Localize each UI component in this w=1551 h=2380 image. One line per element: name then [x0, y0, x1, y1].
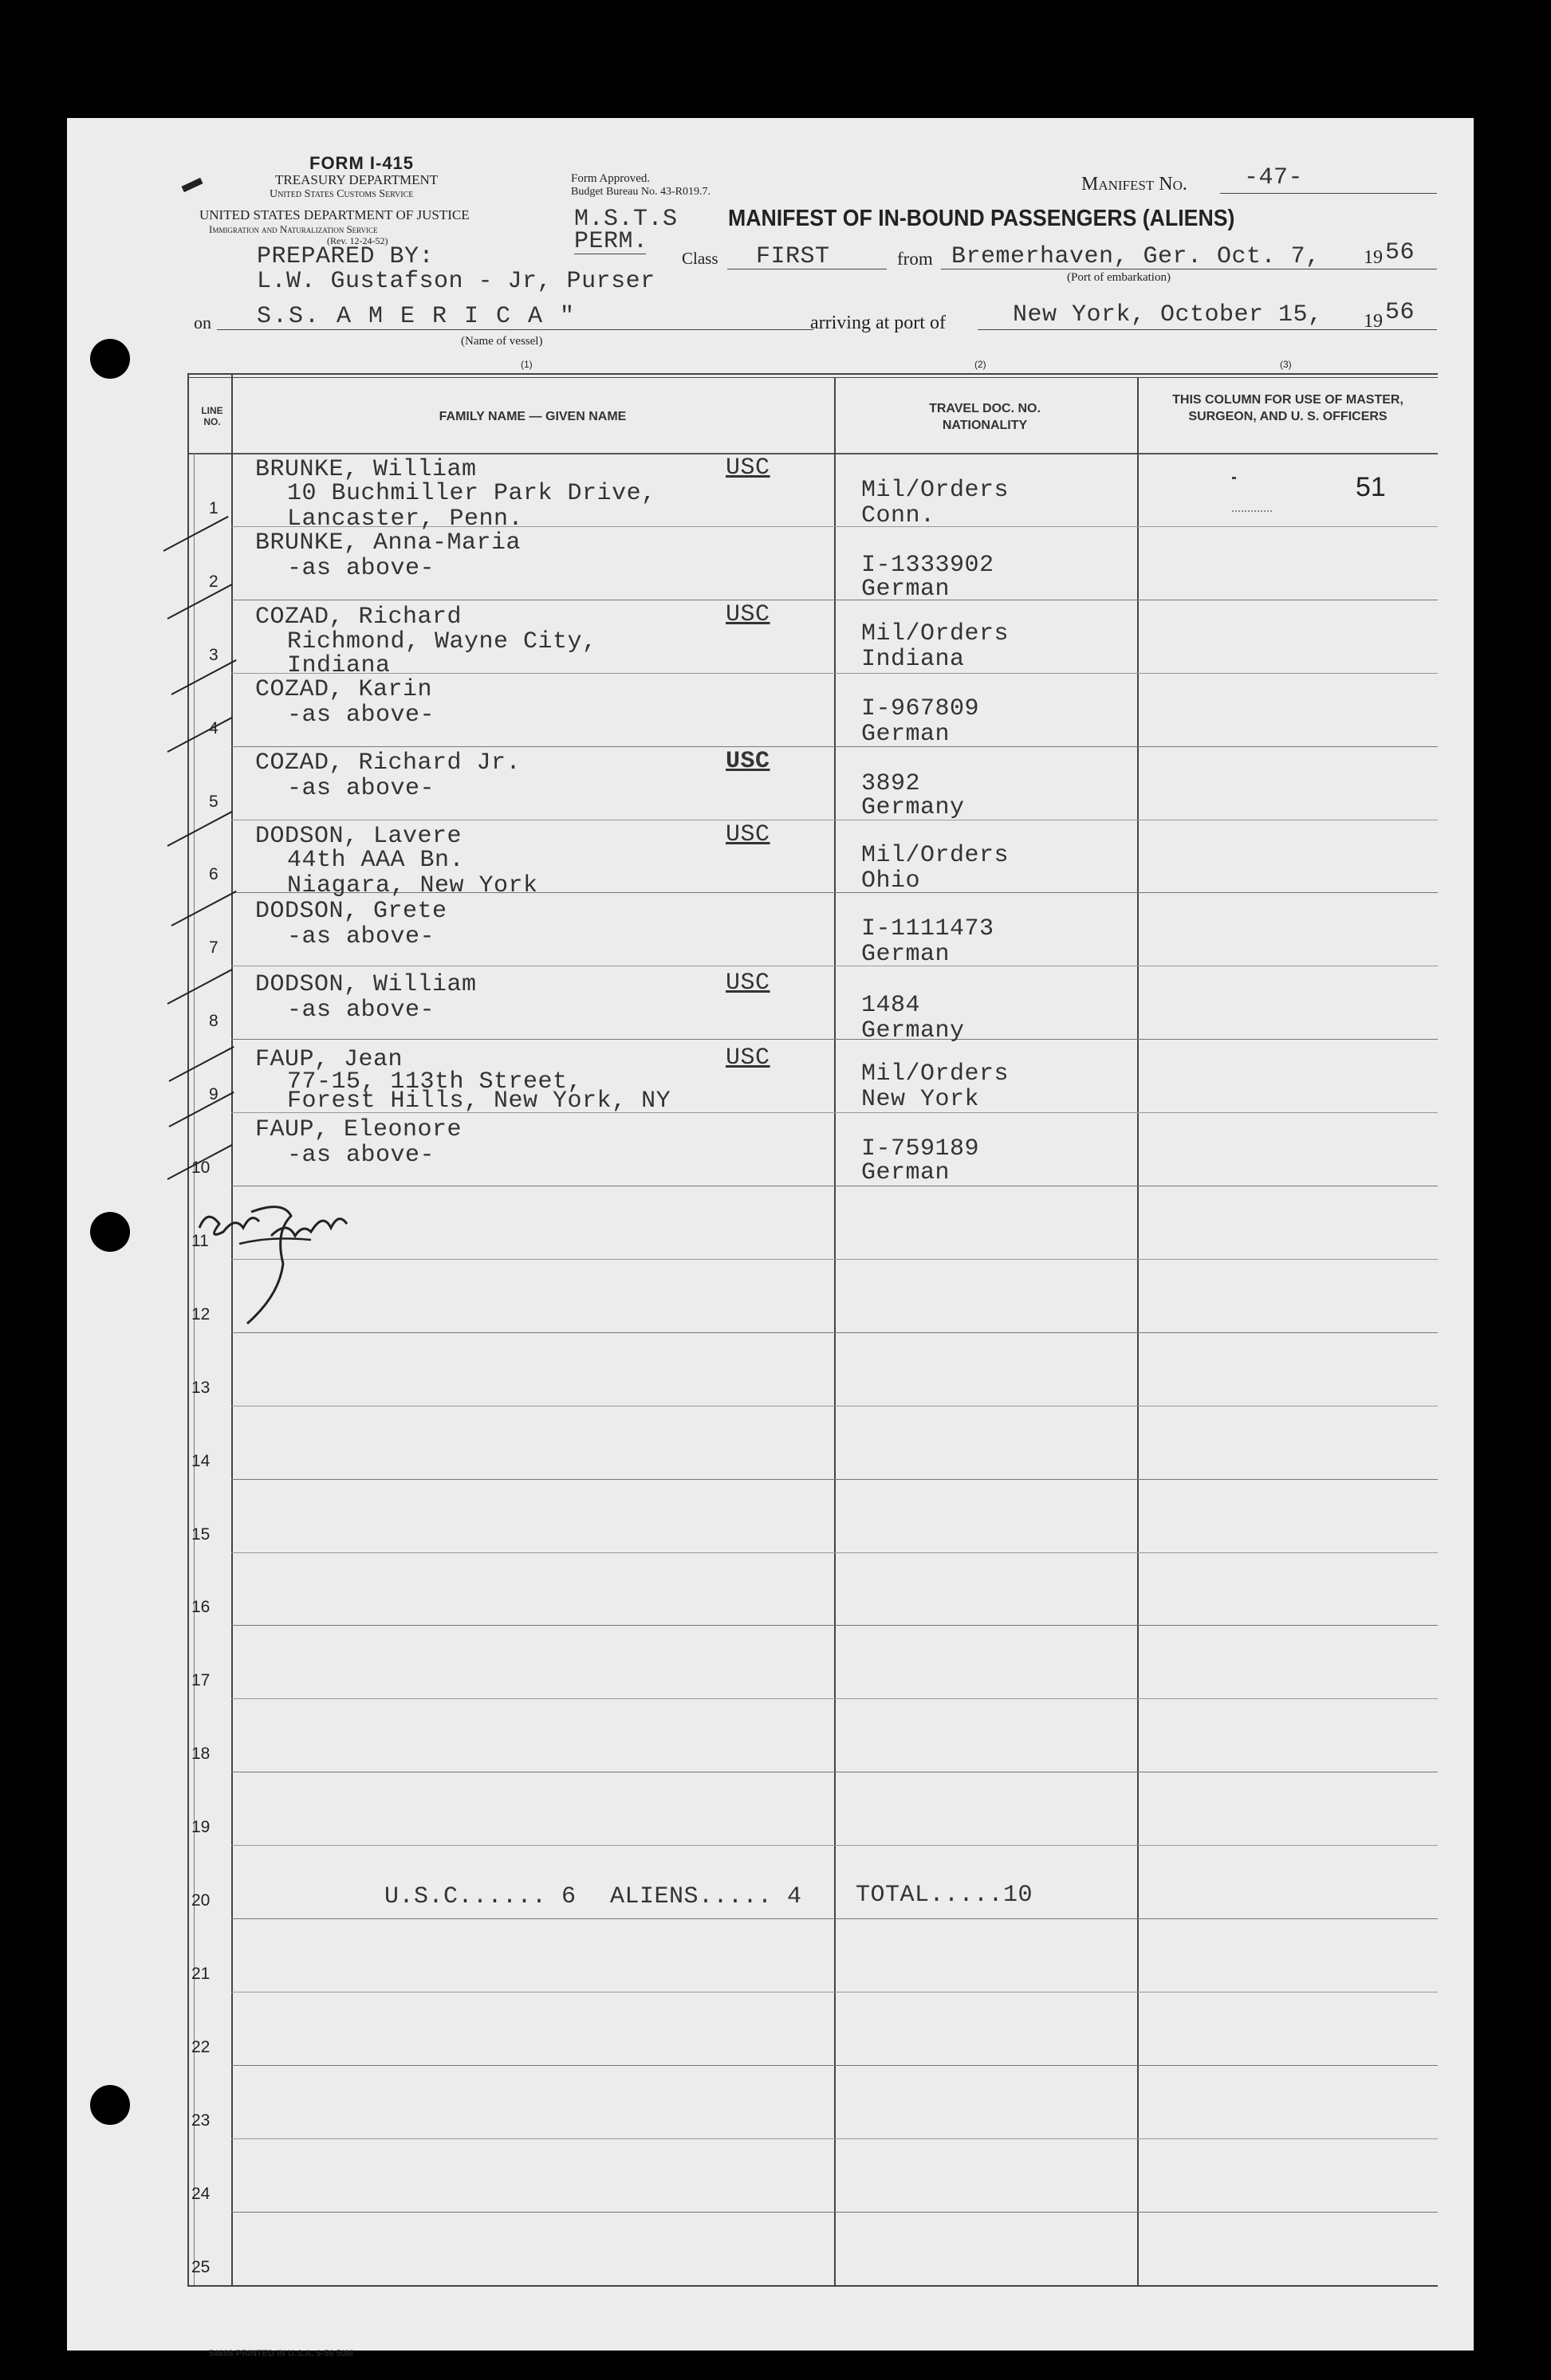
- passenger-address: Forest Hills, New York, NY: [287, 1088, 671, 1115]
- row-number: 11: [191, 1231, 209, 1250]
- line-no-header: LINE NO.: [201, 405, 223, 427]
- passenger-address: -as above-: [287, 775, 435, 802]
- row-number: 23: [191, 2111, 211, 2130]
- citizenship-status: USC: [726, 1044, 770, 1072]
- class-label: Class: [682, 249, 718, 268]
- row-number: 20: [191, 1891, 211, 1910]
- row-rule: [231, 2212, 1438, 2213]
- passenger-address: -as above-: [287, 702, 435, 729]
- table-left-border: [187, 373, 189, 2287]
- nationality: German: [861, 941, 951, 968]
- travel-doc: I-1333902: [861, 552, 994, 579]
- citizenship-status: USC: [726, 454, 770, 482]
- passenger-address: Niagara, New York: [287, 872, 538, 899]
- table-top-rule: [187, 377, 1438, 378]
- row-rule: [231, 1552, 1438, 1553]
- citizenship-status: USC: [726, 748, 770, 775]
- row-number: 10: [191, 1159, 211, 1177]
- embark-value: Bremerhaven, Ger. Oct. 7,: [951, 243, 1321, 270]
- header-bottom-rule: [187, 453, 1438, 454]
- passenger-name: COZAD, Karin: [255, 676, 433, 703]
- officer-mark: 51: [1356, 472, 1386, 502]
- nationality: German: [861, 576, 951, 603]
- row-rule: [231, 1332, 1438, 1333]
- passenger-address: -as above-: [287, 1142, 435, 1169]
- row-rule: [231, 1479, 1438, 1480]
- table-left-inner-border: [194, 453, 195, 2287]
- travel-doc: I-1111473: [861, 915, 994, 942]
- passenger-address: 77-15, 113th Street,: [287, 1068, 583, 1096]
- punch-hole: [90, 1212, 130, 1252]
- row-rule: [231, 673, 1438, 674]
- mst-stamp: M.S.T.S: [574, 206, 678, 233]
- arriving-label: arriving at port of: [810, 313, 946, 333]
- row-number: 2: [209, 572, 218, 591]
- passenger-name: FAUP, Eleonore: [255, 1116, 463, 1143]
- passenger-name: BRUNKE, Anna-Maria: [255, 529, 522, 557]
- treasury-dept: TREASURY DEPARTMENT: [275, 172, 439, 187]
- nationality: Germany: [861, 1017, 965, 1044]
- nationality: Germany: [861, 794, 965, 821]
- year-prefix: 19: [1364, 311, 1383, 332]
- print-code: 54688 PRINTED IN U.S.A. 9-56 50M: [209, 2349, 353, 2358]
- row-rule: [231, 1845, 1438, 1846]
- row-rule: [231, 2065, 1438, 2066]
- usc-total: U.S.C...... 6: [384, 1883, 577, 1910]
- row-number: 14: [191, 1451, 211, 1470]
- row-number: 15: [191, 1524, 211, 1544]
- row-rule: [231, 1918, 1438, 1919]
- row-number: 5: [209, 792, 218, 811]
- nationality: Conn.: [861, 502, 935, 529]
- row-number: 8: [209, 1012, 218, 1031]
- prepared-by-label: PREPARED BY:: [257, 243, 435, 270]
- manifest-title: MANIFEST OF IN-BOUND PASSENGERS (ALIENS): [728, 206, 1235, 231]
- table-top-rule: [187, 373, 1438, 375]
- row-number: 24: [191, 2184, 211, 2203]
- travel-doc: Mil/Orders: [861, 1060, 1010, 1088]
- handwritten-signature: [191, 1188, 383, 1332]
- column-index-1: (1): [521, 359, 533, 370]
- row-rule: [231, 1992, 1438, 1993]
- citizenship-status: USC: [726, 601, 770, 628]
- passenger-name: DODSON, William: [255, 971, 477, 998]
- manifest-no-line: [1220, 193, 1437, 194]
- row-rule: [231, 746, 1438, 747]
- passenger-name: COZAD, Richard Jr.: [255, 749, 522, 777]
- passenger-address: Richmond, Wayne City,: [287, 628, 597, 655]
- passenger-name: DODSON, Grete: [255, 898, 447, 925]
- passenger-name: BRUNKE, William: [255, 456, 477, 483]
- passenger-name: FAUP, Jean: [255, 1046, 403, 1073]
- purser-name: L.W. Gustafson - Jr, Purser: [257, 268, 655, 295]
- name-header: FAMILY NAME — GIVEN NAME: [439, 410, 627, 423]
- row-rule: [231, 1039, 1438, 1040]
- budget-bureau: Budget Bureau No. 43-R019.7.: [571, 186, 711, 198]
- nationality: German: [861, 1159, 951, 1186]
- grand-total: TOTAL.....10: [856, 1882, 1033, 1909]
- passenger-address: -as above-: [287, 555, 435, 582]
- travel-doc: Mil/Orders: [861, 842, 1010, 869]
- nationality: New York: [861, 1086, 980, 1113]
- citizenship-status: USC: [726, 821, 770, 848]
- row-number: 19: [191, 1818, 211, 1837]
- nationality: Ohio: [861, 867, 921, 895]
- ins-service: Immigration and Naturalization Service: [209, 223, 378, 235]
- passenger-address: -as above-: [287, 923, 435, 950]
- nationality: German: [861, 721, 951, 748]
- pencil-mark: [1232, 477, 1236, 479]
- arriving-value: New York, October 15,: [1013, 301, 1323, 328]
- row-number: 16: [191, 1598, 211, 1617]
- table-bottom-rule: [187, 2285, 1438, 2287]
- row-number: 12: [191, 1304, 211, 1324]
- embark-year: 56: [1385, 239, 1415, 266]
- passenger-address: 10 Buchmiller Park Drive,: [287, 480, 656, 507]
- punch-hole: [90, 2085, 130, 2125]
- manifest-no-value: -47-: [1244, 164, 1304, 191]
- column-index-2: (2): [974, 359, 986, 370]
- row-number: 18: [191, 1745, 211, 1764]
- form-approved: Form Approved.: [571, 172, 651, 185]
- passenger-address: 44th AAA Bn.: [287, 847, 465, 874]
- passenger-name: DODSON, Lavere: [255, 823, 463, 850]
- vessel-name: S.S. A M E R I C A ": [257, 303, 577, 330]
- travel-doc: 3892: [861, 770, 921, 797]
- row-rule: [231, 1698, 1438, 1699]
- from-label: from: [897, 249, 933, 269]
- column-index-3: (3): [1280, 359, 1292, 370]
- pencil-mark: [1232, 510, 1272, 513]
- row-number: 25: [191, 2257, 211, 2276]
- punch-hole: [90, 339, 130, 379]
- passenger-name: COZAD, Richard: [255, 604, 463, 631]
- row-rule: [231, 1259, 1438, 1260]
- on-label: on: [194, 313, 211, 332]
- passenger-address: Lancaster, Penn.: [287, 506, 524, 533]
- arriving-year: 56: [1385, 299, 1415, 326]
- travel-doc: I-759189: [861, 1135, 980, 1162]
- class-value: FIRST: [756, 243, 830, 270]
- justice-dept: UNITED STATES DEPARTMENT OF JUSTICE: [199, 207, 470, 222]
- row-number: 21: [191, 1964, 211, 1983]
- customs-service: United States Customs Service: [270, 188, 414, 200]
- row-number: 9: [209, 1085, 218, 1104]
- row-number: 7: [209, 938, 218, 958]
- vessel-caption: (Name of vessel): [461, 335, 543, 348]
- port-embark-caption: (Port of embarkation): [1067, 271, 1171, 284]
- travel-doc: 1484: [861, 992, 921, 1019]
- row-number: 1: [209, 498, 218, 517]
- perm-stamp: PERM.: [574, 228, 648, 255]
- travel-doc: Mil/Orders: [861, 620, 1010, 647]
- row-number: 4: [209, 718, 218, 738]
- year-prefix: 19: [1364, 247, 1383, 268]
- manifest-no-label: Manifest No.: [1081, 174, 1187, 195]
- row-number: 13: [191, 1378, 211, 1397]
- row-rule: [231, 1625, 1438, 1626]
- passenger-address: Indiana: [287, 652, 391, 679]
- nationality: Indiana: [861, 646, 965, 673]
- row-number: 17: [191, 1671, 211, 1690]
- officers-header: THIS COLUMN FOR USE OF MASTER, SURGEON, AND U. S. OFFICERS: [1172, 393, 1403, 423]
- form-number: FORM I-415: [309, 153, 415, 173]
- travel-doc: Mil/Orders: [861, 477, 1010, 504]
- row-number: 6: [209, 865, 218, 884]
- revision-date: (Rev. 12-24-52): [327, 235, 388, 246]
- travel-doc: I-967809: [861, 695, 980, 722]
- row-rule: [231, 2138, 1438, 2139]
- row-number: 22: [191, 2037, 211, 2056]
- vessel-line: [217, 329, 813, 330]
- travel-header: TRAVEL DOC. NO. NATIONALITY: [929, 402, 1041, 432]
- citizenship-status: USC: [726, 970, 770, 997]
- arriving-line: [978, 329, 1437, 330]
- aliens-total: ALIENS..... 4: [610, 1883, 802, 1910]
- row-number: 3: [209, 645, 218, 664]
- passenger-address: -as above-: [287, 997, 435, 1024]
